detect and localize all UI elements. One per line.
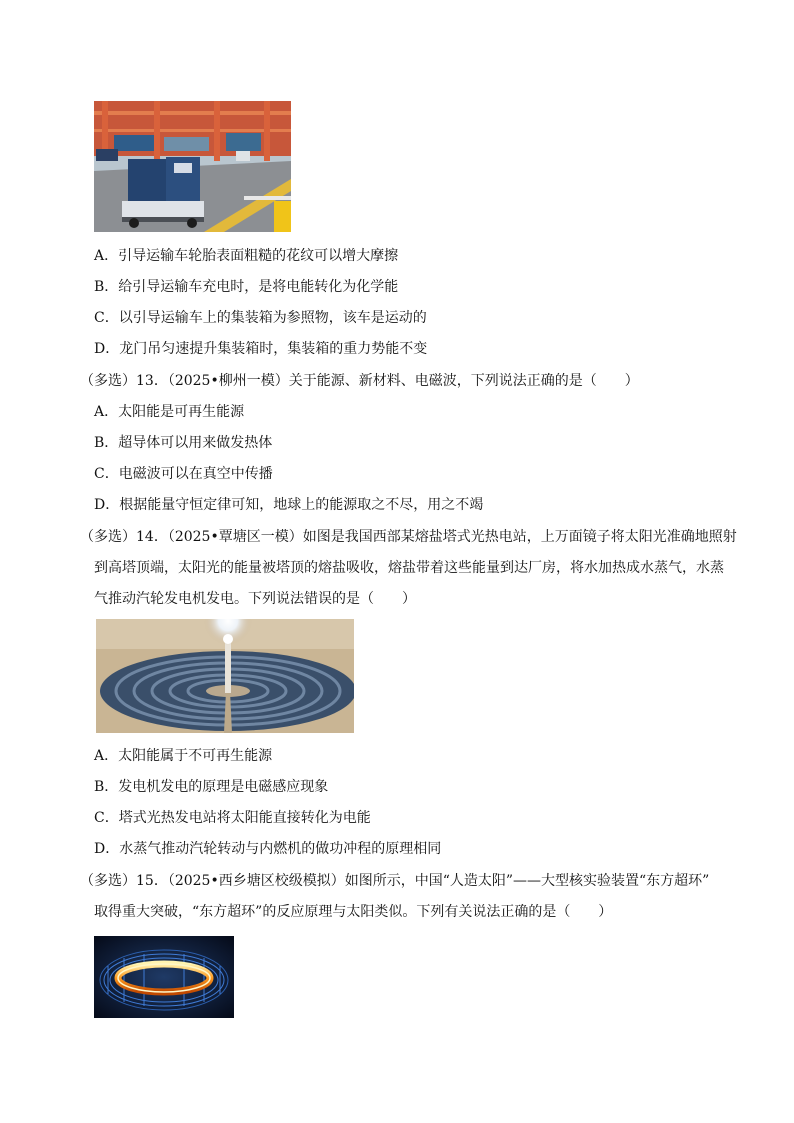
q14-option-d: D．水蒸气推动汽轮转动与内燃机的做功冲程的原理相同 bbox=[94, 841, 442, 857]
tokamak-torus-image bbox=[94, 936, 234, 1018]
question-15-stem-line-2: 取得重大突破，“东方超环”的反应原理与太阳类似。下列有关说法正确的是（ ） bbox=[94, 904, 613, 920]
option-d: D．龙门吊匀速提升集装箱时，集装箱的重力势能不变 bbox=[94, 341, 428, 357]
question-14-stem-line-3: 气推动汽轮发电机发电。下列说法错误的是（ ） bbox=[94, 591, 416, 607]
solar-tower-plant-image bbox=[96, 619, 354, 733]
option-c: C．以引导运输车上的集装箱为参照物，该车是运动的 bbox=[94, 310, 427, 326]
q14-option-c: C．塔式光热发电站将太阳能直接转化为电能 bbox=[94, 810, 371, 826]
question-13-stem: （多选）13．（2025•柳州一模）关于能源、新材料、电磁波，下列说法正确的是（ ） bbox=[80, 373, 639, 389]
option-a: A．引导运输车轮胎表面粗糙的花纹可以增大摩擦 bbox=[94, 248, 399, 264]
q13-option-c: C．电磁波可以在真空中传播 bbox=[94, 466, 273, 482]
q14-option-a: A．太阳能属于不可再生能源 bbox=[94, 748, 273, 764]
question-14-stem-line-1: （多选）14．（2025•覃塘区一模）如图是我国西部某熔盐塔式光热电站，上万面镜子将太阳光准确地照射 bbox=[80, 529, 737, 545]
question-15-stem-line-1: （多选）15．（2025•西乡塘区校级模拟）如图所示，中国“人造太阳”——大型核实验装置“东方超环” bbox=[80, 873, 710, 889]
question-14-stem-line-2: 到高塔顶端，太阳光的能量被塔顶的熔盐吸收，熔盐带着这些能量到达厂房，将水加热成水蒸气，水蒸 bbox=[94, 560, 724, 576]
q13-option-d: D．根据能量守恒定律可知，地球上的能源取之不尽，用之不竭 bbox=[94, 497, 484, 513]
q13-option-b: B．超导体可以用来做发热体 bbox=[94, 435, 273, 451]
option-b: B．给引导运输车充电时，是将电能转化为化学能 bbox=[94, 279, 399, 295]
port-transport-vehicle-image bbox=[94, 101, 291, 232]
q13-option-a: A．太阳能是可再生能源 bbox=[94, 404, 245, 420]
q14-option-b: B．发电机发电的原理是电磁感应现象 bbox=[94, 779, 329, 795]
